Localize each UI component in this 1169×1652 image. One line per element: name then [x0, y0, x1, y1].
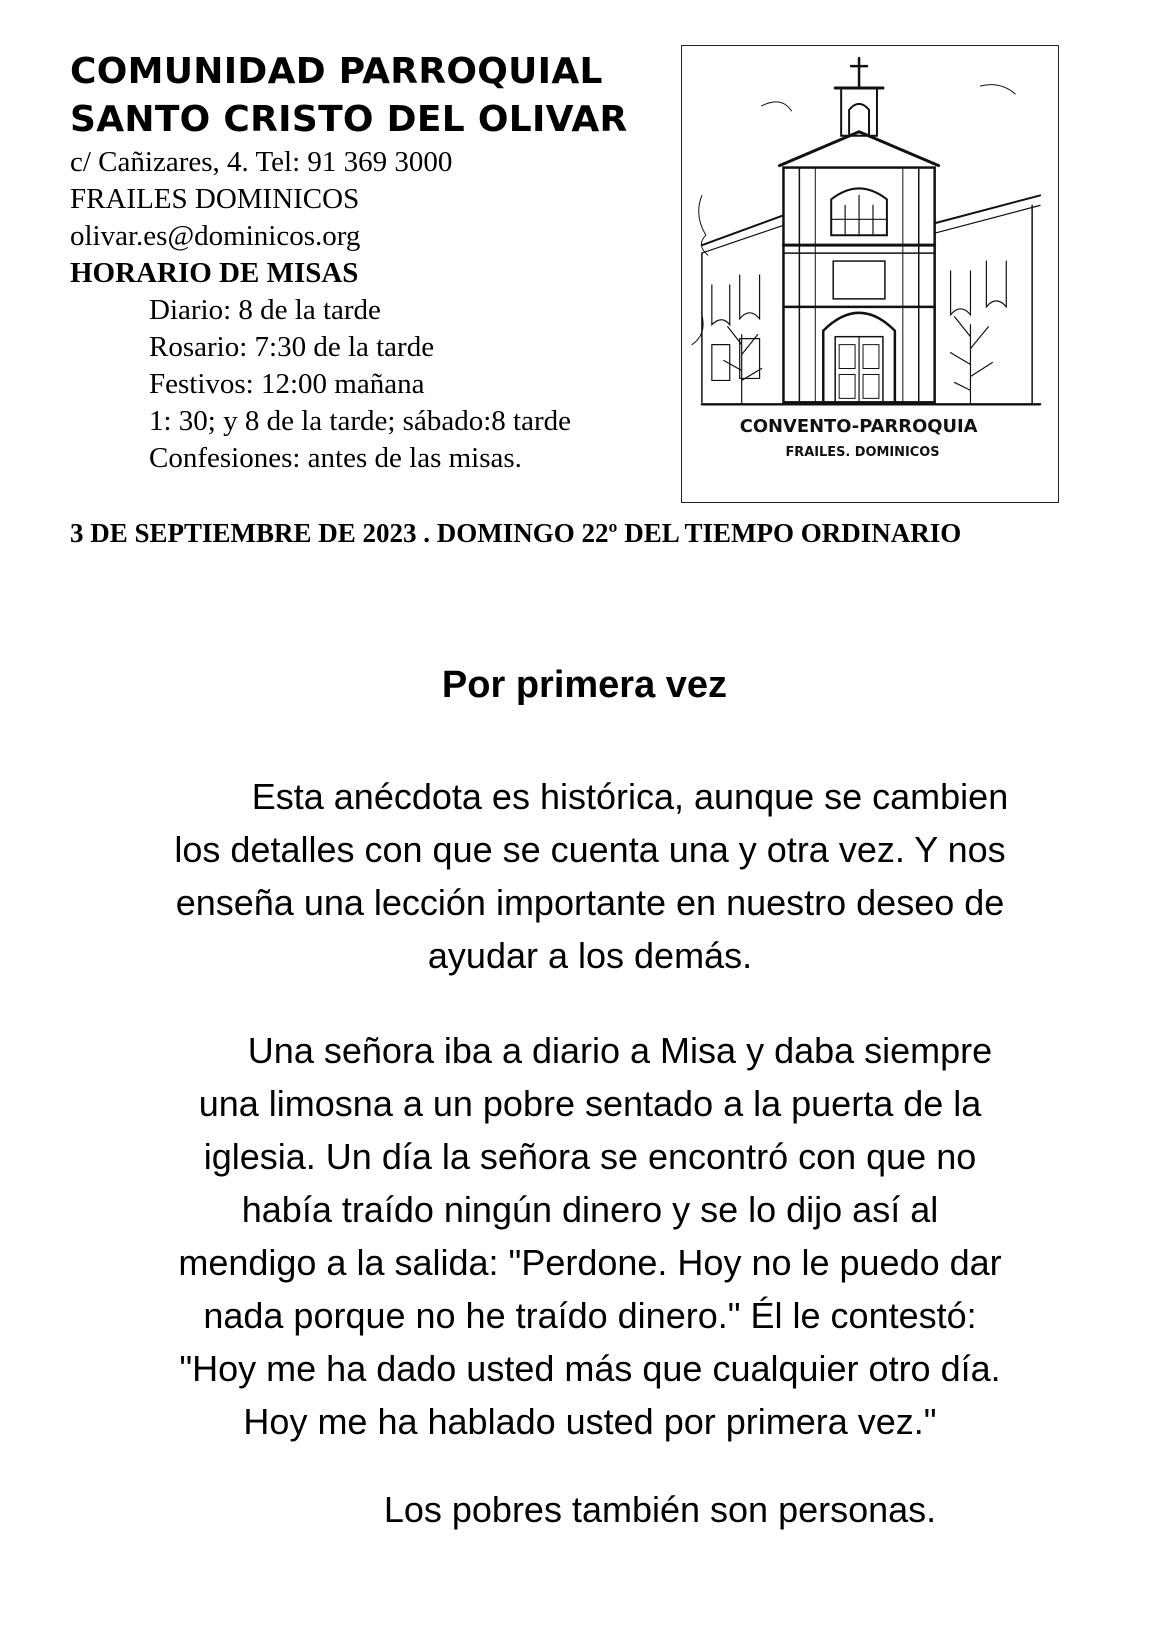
- parish-email: olivar.es@dominicos.org: [70, 220, 361, 252]
- paragraph-line: ayudar a los demás.: [427, 935, 753, 976]
- schedule-item-afternoon: 1: 30; y 8 de la tarde; sábado:8 tarde: [149, 405, 571, 437]
- article-title: Por primera vez: [441, 664, 728, 706]
- schedule-item-holidays: Festivos: 12:00 mañana: [149, 368, 425, 400]
- paragraph-line: "Hoy me ha dado usted más que cualquier otro día.: [179, 1348, 1001, 1389]
- liturgical-date: 3 DE SEPTIEMBRE DE 2023 . DOMINGO 22º DEL TIEMPO ORDINARIO: [70, 518, 962, 548]
- article-paragraph-1: [70, 770, 1110, 982]
- paragraph-line: había traído ningún dinero y se lo dijo así al: [241, 1189, 939, 1230]
- paragraph-line: Una señora iba a diario a Misa y daba siempre: [247, 1030, 993, 1071]
- paragraph-line: Hoy me ha hablado usted por primera vez.": [243, 1401, 937, 1442]
- parish-header: [70, 48, 670, 477]
- paragraph-line: los detalles con que se cuenta una y otra vez. Y nos: [174, 829, 1006, 870]
- schedule-item-rosary: Rosario: 7:30 de la tarde: [149, 331, 435, 363]
- paragraph-line: una limosna a un pobre sentado a la puerta de la: [198, 1083, 982, 1124]
- parish-name-line1: COMUNIDAD PARROQUIAL: [70, 51, 603, 92]
- paragraph-line: mendigo a la salida: "Perdone. Hoy no le puedo dar: [178, 1242, 1002, 1283]
- schedule-item-daily: Diario: 8 de la tarde: [149, 294, 381, 326]
- schedule-heading: HORARIO DE MISAS: [70, 257, 359, 289]
- paragraph-line: enseña una lección importante en nuestro deseo de: [175, 882, 1005, 923]
- paragraph-line: iglesia. Un día la señora se encontró con que no: [203, 1136, 977, 1177]
- parish-name-line2: SANTO CRISTO DEL OLIVAR: [70, 99, 628, 140]
- sketch-signature-line1: CONVENTO-PARROQUIA: [739, 416, 978, 438]
- paragraph-line: Esta anécdota es histórica, aunque se cambien: [251, 776, 1009, 817]
- sketch-signature-line2: FRAILES. DOMINICOS: [785, 445, 940, 461]
- church-facade-sketch: [681, 45, 1059, 503]
- article-paragraph-2: [70, 1024, 1110, 1448]
- article-closing: [70, 1483, 1110, 1536]
- parish-address: c/ Cañizares, 4. Tel: 91 369 3000: [70, 146, 453, 178]
- schedule-item-confessions: Confesiones: antes de las misas.: [149, 442, 522, 474]
- religious-order: FRAILES DOMINICOS: [70, 183, 360, 215]
- closing-line: Los pobres también son personas.: [383, 1489, 937, 1530]
- paragraph-line: nada porque no he traído dinero." Él le contestó:: [203, 1295, 977, 1336]
